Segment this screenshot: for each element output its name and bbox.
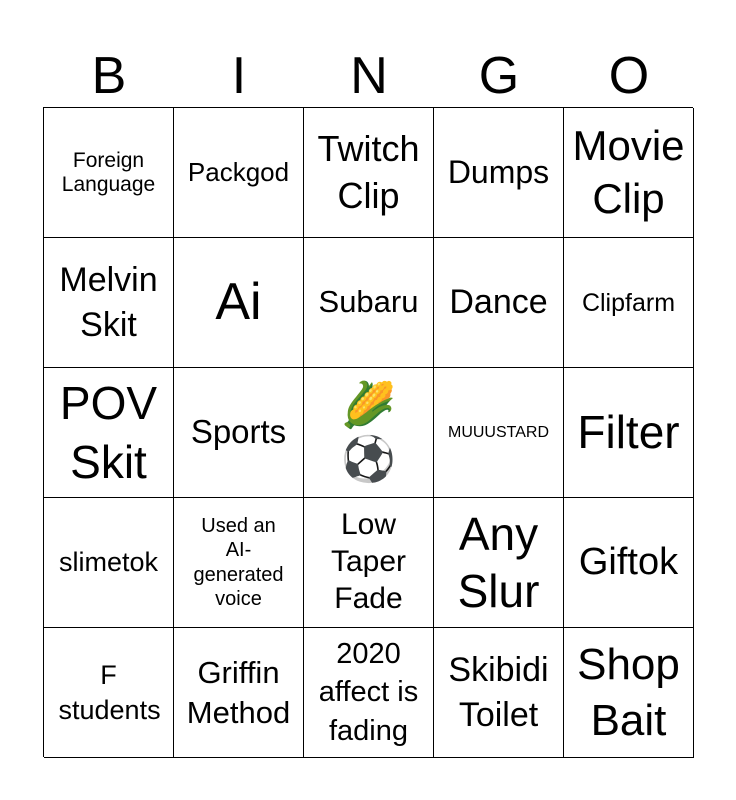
cell-text: Skibidi Toilet — [448, 650, 549, 734]
bingo-cell[interactable] — [564, 368, 694, 498]
bingo-cell[interactable] — [304, 498, 434, 628]
header-letter-b: B — [91, 47, 127, 105]
cell-text: Filter — [577, 405, 680, 458]
cell-text: POV Skit — [59, 377, 158, 488]
bingo-cell[interactable] — [564, 108, 694, 238]
bingo-cell[interactable] — [434, 628, 564, 758]
soccer-ball-icon: ⚽ — [341, 434, 396, 484]
bingo-cell[interactable] — [434, 498, 564, 628]
cell-text: Shop Bait — [577, 640, 680, 745]
bingo-cell[interactable] — [564, 628, 694, 758]
bingo-cell[interactable] — [174, 108, 304, 238]
cell-text: Giftok — [578, 541, 679, 584]
bingo-cell[interactable] — [44, 628, 174, 758]
cell-text: Subaru — [318, 284, 419, 320]
bingo-cell[interactable] — [304, 628, 434, 758]
cell-text: F students — [58, 659, 161, 725]
cell-text: MUUUSTARD — [447, 423, 550, 441]
cell-text: Ai — [215, 273, 262, 332]
bingo-cell[interactable] — [44, 368, 174, 498]
cell-text: Melvin Skit — [59, 260, 158, 344]
cell-text: 2020 affect is fading — [318, 638, 419, 747]
cell-text: Twitch Clip — [317, 128, 420, 216]
bingo-board — [43, 107, 693, 757]
cell-text: Movie Clip — [572, 121, 685, 222]
bingo-cell[interactable] — [44, 238, 174, 368]
header-letter-o: O — [608, 47, 650, 105]
cell-text: Dumps — [447, 153, 550, 190]
bingo-cell[interactable] — [174, 628, 304, 758]
cell-text: Any Slur — [457, 508, 540, 617]
bingo-cell[interactable] — [434, 108, 564, 238]
header-letter-i: I — [231, 47, 247, 105]
free-space-cell[interactable] — [304, 368, 434, 498]
header-letter-n: N — [350, 47, 388, 105]
corn-icon: 🌽 — [341, 380, 396, 430]
cell-text: Foreign Language — [61, 148, 156, 196]
cell-text: slimetok — [58, 547, 159, 578]
cell-text: Low Taper Fade — [330, 508, 407, 615]
bingo-cell[interactable] — [174, 498, 304, 628]
bingo-cell[interactable] — [304, 108, 434, 238]
cell-text: Dance — [449, 283, 548, 322]
bingo-cell[interactable] — [564, 498, 694, 628]
cell-text: Used an AI-generated voice — [193, 514, 284, 610]
header-letter-g: G — [478, 47, 520, 105]
bingo-cell[interactable] — [44, 498, 174, 628]
bingo-cell[interactable] — [174, 238, 304, 368]
bingo-header — [44, 46, 694, 106]
bingo-cell[interactable] — [434, 368, 564, 498]
bingo-cell[interactable] — [304, 238, 434, 368]
bingo-cell[interactable] — [564, 238, 694, 368]
bingo-cell[interactable] — [434, 238, 564, 368]
cell-text: Sports — [190, 413, 287, 451]
bingo-cell[interactable] — [174, 368, 304, 498]
cell-text: Clipfarm — [581, 288, 676, 317]
cell-text: Griffin Method — [186, 654, 291, 730]
bingo-cell[interactable] — [44, 108, 174, 238]
cell-text: Packgod — [187, 156, 290, 187]
